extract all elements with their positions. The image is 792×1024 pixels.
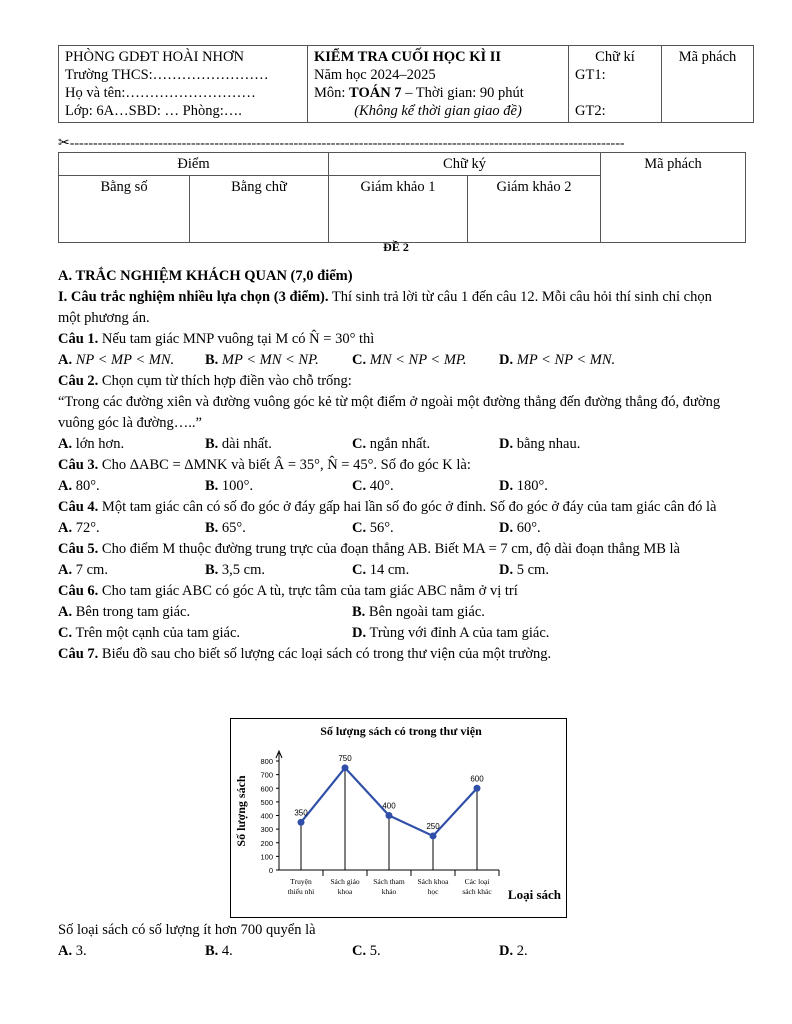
option-letter: A. [58,436,73,452]
chart-category-label: khảo [381,887,397,896]
option-text: MN < NP < MP. [369,352,467,368]
exam-title: KIỂM TRA CUỐI HỌC KÌ II [314,49,502,65]
option-a [58,434,205,455]
code-cell [662,46,754,123]
question-6-options-row1 [58,602,738,623]
option-letter: C. [352,436,367,452]
chart-y-tick-label: 200 [260,838,273,848]
chart-layer [260,751,499,896]
option-text: 4. [221,943,233,959]
exam-info-cell [308,46,569,123]
question-6 [58,581,738,602]
question-label: Câu 5. [58,541,99,557]
option-letter: D. [352,625,367,641]
questions-area [58,266,738,665]
section-a-title: A. TRẮC NGHIỆM KHÁCH QUAN (7,0 điểm) [58,268,353,284]
option-text: 2. [516,943,528,959]
chart-category-label: khoa [337,887,353,896]
chart-category-label: Sách tham [373,877,405,886]
option-letter: C. [352,943,367,959]
chart-y-tick-label: 0 [268,866,273,875]
gt2-label: GT2: [575,103,606,119]
option-letter: B. [205,436,219,452]
option-text: 72°. [75,520,100,536]
chart-y-tick-label: 400 [260,811,273,821]
question-2-options [58,434,738,455]
chart-y-tick-label: 600 [260,784,273,794]
score-table [58,152,746,243]
option-text: MP < NP < MN. [516,352,616,368]
option-letter: C. [352,352,367,368]
part1-title: I. Câu trắc nghiệm nhiều lựa chọn (3 điểm). [58,289,329,305]
chart-data-label: 350 [294,808,308,818]
option-letter: A. [58,520,73,536]
chart-data-point [342,764,349,771]
option-d [499,941,646,962]
question-text: Cho tam giác ABC có góc A tù, trực tâm của tam giác ABC nằm ở vị trí [98,583,518,599]
question-text: Một tam giác cân có số đo góc ở đáy gấp hai lần số đo góc ở đỉnh. Số đo góc ở đáy của tam giác cân đó là [98,499,717,515]
option-text: 65°. [221,520,246,536]
chart-data-label: 750 [338,753,352,763]
chart-title: Số lượng sách có trong thư viện [320,724,482,738]
chart-y-axis-label: Số lượng sách [234,775,248,847]
option-text: dài nhất. [221,436,272,452]
exam-header-table [58,45,754,123]
option-letter: C. [352,520,367,536]
option-b [205,350,352,371]
school-year: Năm học 2024–2025 [314,67,436,83]
chart-x-axis-label: Loại sách [507,887,561,902]
chart-category-label: sách khác [462,887,492,896]
question-text: Chọn cụm từ thích hợp điền vào chỗ trống: [98,373,352,389]
chart-data-label: 250 [426,821,440,831]
option-text: Trùng với đỉnh A của tam giác. [369,625,550,641]
question-2 [58,371,738,392]
option-text: NP < MP < MN. [75,352,175,368]
question-1 [58,329,738,350]
chart-y-tick-label: 100 [260,852,273,862]
examiner1-cell: Giám khảo 1 [329,176,468,243]
option-letter: A. [58,352,73,368]
question-7-options [58,941,738,962]
option-b [205,560,352,581]
option-c [352,350,499,371]
option-text: Bên trong tam giác. [75,604,191,620]
option-letter: B. [205,520,219,536]
school-name-field: Trường THCS:…………………… [65,67,269,83]
class-field: Lớp: 6A…SBD: … Phòng:…. [65,103,242,119]
question-7-continuation [58,920,738,962]
question-4-options [58,518,738,539]
question-3-options [58,476,738,497]
option-c [352,434,499,455]
chart-y-tick-label: 700 [260,770,273,780]
option-b [352,602,646,623]
question-7 [58,644,738,665]
student-name-field: Họ và tên:……………………… [65,85,256,101]
question-label: Câu 6. [58,583,99,599]
option-a [58,476,205,497]
option-text: 40°. [369,478,394,494]
chart-svg [231,719,566,917]
question-3 [58,455,738,476]
option-text: 7 cm. [75,562,108,578]
chart-data-point [430,832,437,839]
option-c [352,941,499,962]
code-header: Mã phách [601,153,746,243]
option-text: 60°. [516,520,541,536]
question-text: Biểu đồ sau cho biết số lượng các loại sách có trong thư viện của một trường. [98,646,552,662]
question-text: Cho ΔABC = ΔMNK và biết Â = 35°, N̂ = 45°. Số đo góc K là: [98,457,471,473]
option-text: 80°. [75,478,100,494]
question-7-prompt: Số loại sách có số lượng ít hơn 700 quyển là [58,922,316,938]
option-d [499,434,646,455]
option-letter: B. [205,562,219,578]
question-text: Nếu tam giác MNP vuông tại M có N̂ = 30° thì [98,331,375,347]
question-6-options-row2 [58,623,738,644]
option-a [58,350,205,371]
option-text: 180°. [516,478,548,494]
question-label: Câu 3. [58,457,99,473]
option-letter: B. [205,478,219,494]
subject-name: TOÁN 7 [349,85,402,101]
option-text: 100°. [221,478,254,494]
chart-category-label: Sách khoa [417,877,449,886]
question-2-quote: “Trong các đường xiên và đường vuông góc kẻ từ một điểm ở ngoài một đường thẳng đến đường thẳng đó, đường vuông góc là đường…..” [58,394,721,431]
chart-data-point [474,785,481,792]
option-d [499,518,646,539]
option-text: 5. [369,943,381,959]
option-letter: B. [205,943,219,959]
chart-y-tick-label: 500 [260,797,273,807]
school-dept: PHÒNG GDĐT HOÀI NHƠN [65,49,244,65]
option-text: 3,5 cm. [221,562,266,578]
question-label: Câu 7. [58,646,99,662]
option-letter: C. [352,562,367,578]
option-letter: C. [352,478,367,494]
option-text: ngắn nhất. [369,436,431,452]
score-number-cell: Bằng số [59,176,190,243]
question-label: Câu 1. [58,331,99,347]
question-text: Cho điểm M thuộc đường trung trực của đoạn thẳng AB. Biết MA = 7 cm, độ dài đoạn thẳng MB là [98,541,680,557]
cut-line: ✂----------------------------------------------------------------------------------------------------------------------- [58,136,625,151]
option-letter: D. [499,562,514,578]
option-c [352,476,499,497]
question-label: Câu 2. [58,373,99,389]
option-text: bằng nhau. [516,436,581,452]
time-note: (Không kể thời gian giao đề) [354,103,522,119]
chart-data-point [298,819,305,826]
exam-code: ĐỀ 2 [383,240,409,254]
signature-label: Chữ kí [595,49,635,65]
part1-desc: Thí sinh trả lời từ câu 1 đến câu 12. Mỗi câu hỏi thí sinh chỉ chọn một phương án. [58,289,712,326]
option-text: 56°. [369,520,394,536]
option-a [58,602,352,623]
chart-data-point [386,812,393,819]
question-1-options [58,350,738,371]
option-letter: C. [58,625,73,641]
code-label: Mã phách [678,49,737,65]
option-letter: A. [58,562,73,578]
question-5-options [58,560,738,581]
subject-prefix: Môn: [314,85,350,101]
question-5 [58,539,738,560]
examiner2-cell: Giám khảo 2 [468,176,601,243]
option-c [352,518,499,539]
option-text: MP < MN < NP. [221,352,319,368]
option-c [352,560,499,581]
exam-subject [314,84,562,102]
library-books-chart [230,718,567,918]
school-info-cell [59,46,308,123]
option-d [499,476,646,497]
option-letter: D. [499,436,514,452]
option-text: 3. [75,943,87,959]
option-b [205,518,352,539]
question-4 [58,497,738,518]
option-text: 5 cm. [516,562,549,578]
part1-intro [58,287,738,329]
chart-category-label: Các loại [464,877,490,886]
signature-cell [569,46,662,123]
option-text: Bên ngoài tam giác. [368,604,485,620]
option-text: lớn hơn. [75,436,125,452]
option-d [499,560,646,581]
option-letter: A. [58,943,73,959]
chart-category-label: Sách giáo [330,877,360,886]
question-label: Câu 4. [58,499,99,515]
option-letter: B. [352,604,366,620]
option-c [58,623,352,644]
option-b [205,476,352,497]
option-b [205,941,352,962]
option-letter: A. [58,478,73,494]
chart-data-label: 600 [470,774,484,784]
gt1-label: GT1: [575,67,606,83]
chart-category-label: Truyện [290,877,312,886]
chart-category-label: thiếu nhi [287,887,315,896]
signature-header: Chữ ký [329,153,601,176]
option-d [352,623,646,644]
option-letter: D. [499,478,514,494]
option-a [58,941,205,962]
chart-y-tick-label: 800 [260,757,273,766]
option-letter: D. [499,352,514,368]
option-text: 14 cm. [369,562,410,578]
option-a [58,560,205,581]
option-b [205,434,352,455]
chart-category-label: học [427,887,439,896]
option-d [499,350,646,371]
chart-data-label: 400 [382,801,396,811]
score-words-cell: Bằng chữ [190,176,329,243]
chart-y-tick-label: 300 [260,825,273,835]
option-text: Trên một cạnh của tam giác. [75,625,241,641]
score-header: Điểm [59,153,329,176]
option-letter: D. [499,520,514,536]
option-letter: A. [58,604,73,620]
option-a [58,518,205,539]
option-letter: B. [205,352,219,368]
exam-time: – Thời gian: 90 phút [401,85,524,101]
option-letter: D. [499,943,514,959]
